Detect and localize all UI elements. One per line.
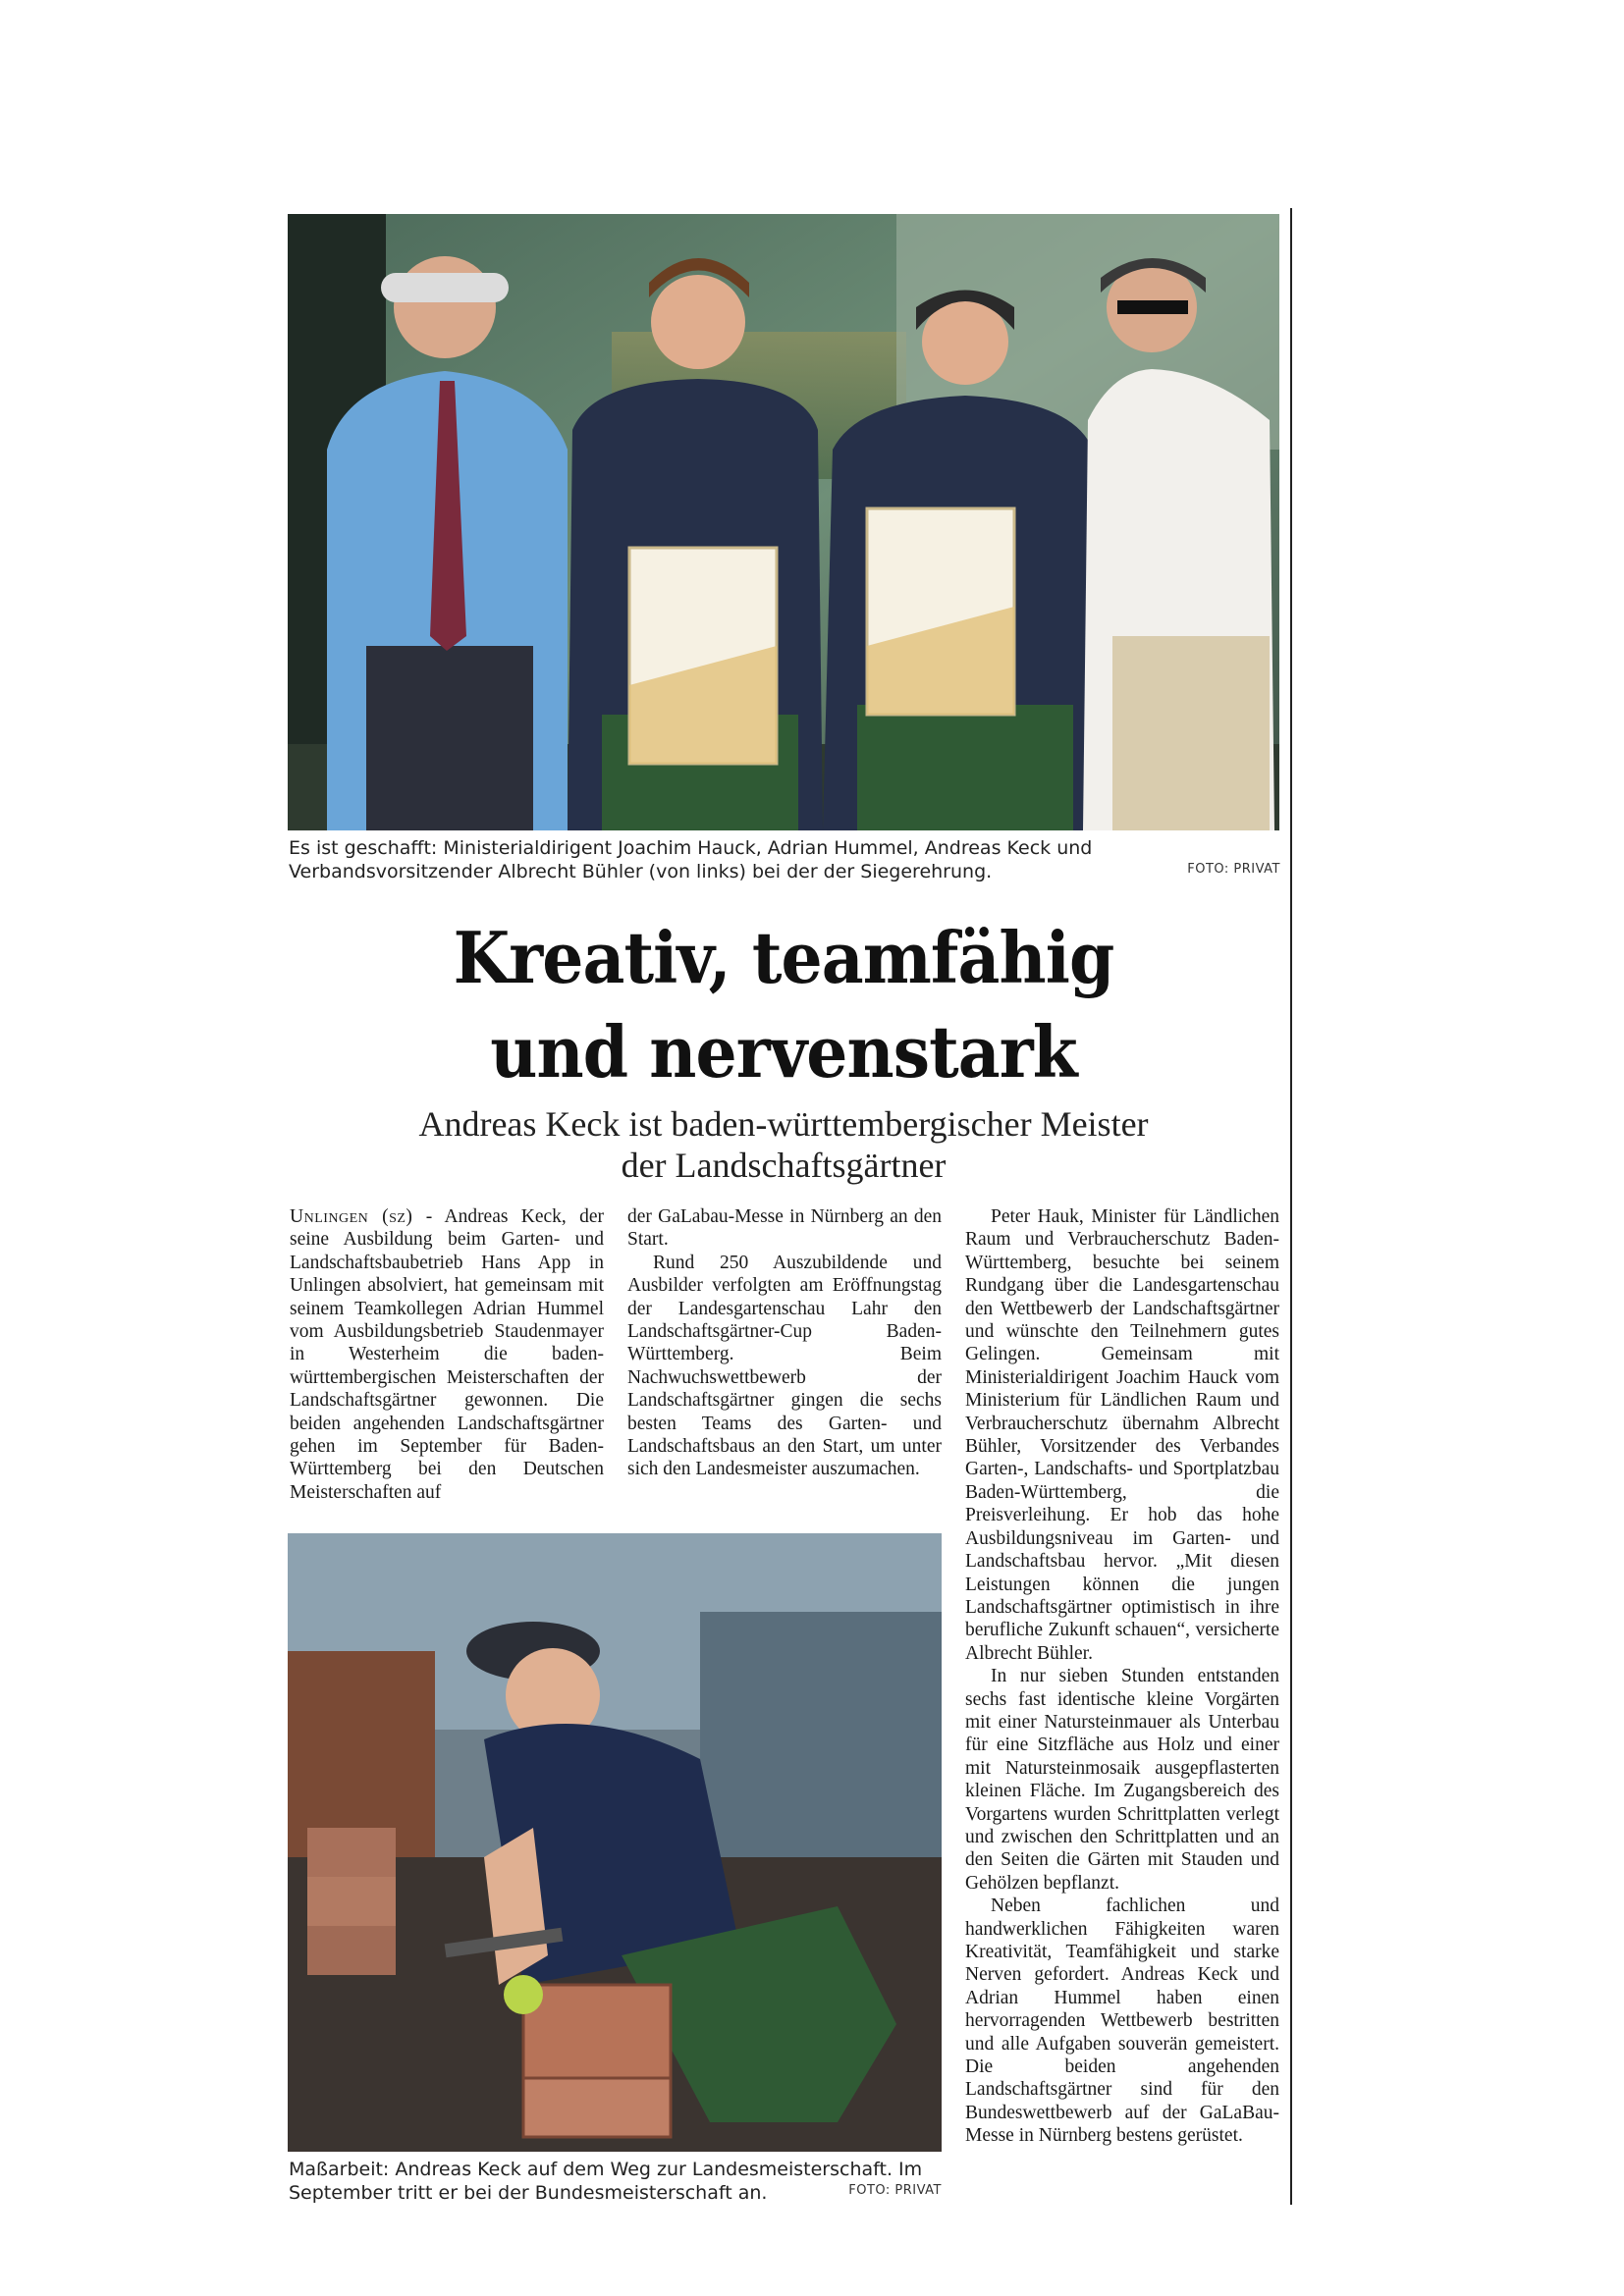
bricklaying-photo <box>288 1533 942 2152</box>
caption-text: Es ist geschafft: Ministerialdirigent Joachim Hauck, Adrian Hummel, Andreas Keck und Verbandsvorsitzender Albrecht Bühler (von links) bei der der Siegerehrung. <box>289 837 1093 882</box>
paragraph: - Andreas Keck, der seine Ausbildung beim Garten- und Landschaftsbaubetrieb Hans App in Unlingen absolviert, hat gemeinsam mit seinem Teamkollegen Adrian Hummel vom Ausbildungsbetrieb Staudenmayer in Westerheim die baden-württembergischen Meisterschaften der Landschaftsgärtner gewonnen. Die beiden angehenden Landschaftsgärtner gehen im September für Baden-Württemberg bei den Deutschen Meisterschaften auf <box>290 1206 604 1503</box>
column-rule <box>1290 208 1292 2205</box>
paragraph: Peter Hauk, Minister für Ländlichen Raum und Verbraucherschutz Baden-Württemberg, besuchte bei seinem Rundgang über die Landesgartenschau den Wettbewerb der Landschaftsgärtner und wünschte den Teilnehmern gutes Gelingen. Gemeinsam mit Ministerialdirigent Joachim Hauck vom Ministerium für Ländlichen Raum und Verbraucherschutz übernahm Albrecht Bühler, Vorsitzender des Verbandes Garten-, Landschafts- und Sportplatzbau Baden-Württemberg, die Preisverleihung. Er hob das hohe Ausbildungsniveau im Garten- und Landschaftsbau hervor. „Mit diesen Leistungen können die jungen Landschaftsgärtner optimistisch in ihre berufliche Zukunft schauen“, versicherte Albrecht Bühler. <box>965 1206 1279 1664</box>
paragraph: In nur sieben Stunden entstanden sechs fast identische kleine Vorgärten mit einer Natursteinmauer als Unterbau für eine Sitzfläche aus Holz und einer mit Natursteinmosaik ausgepflasterten kleinen Fläche. Im Zugangsbereich des Vorgartens wurden Schrittplatten verlegt und zwischen den Schrittplatten und an den Seiten die Gärten mit Stauden und Gehölzen bepflanzt. <box>965 1666 1279 1894</box>
article-column-1 <box>290 1205 604 1504</box>
caption-text: Maßarbeit: Andreas Keck auf dem Weg zur Landesmeisterschaft. Im September tritt er bei der Bundesmeisterschaft an. <box>289 2159 923 2204</box>
photo-caption-2 <box>289 2158 942 2205</box>
photo-caption-1 <box>289 836 1280 883</box>
dateline: Unlingen (sz) <box>290 1206 413 1227</box>
subheadline-line-2: der Landschaftsgärtner <box>621 1146 947 1185</box>
paragraph: Rund 250 Auszubildende und Ausbilder verfolgten am Eröffnungstag der Landesgartenschau Lahr den Landschaftsgärtner-Cup Baden-Württemberg. Beim Nachwuchswettbewerb der Landschaftsgärtner gingen die sechs besten Teams des Garten- und Landschaftsbaus an den Start, um unter sich den Landesmeister auszumachen. <box>627 1252 942 1480</box>
article-column-2 <box>627 1205 942 1481</box>
paragraph: Neben fachlichen und handwerklichen Fähigkeiten waren Kreativität, Teamfähigkeit und starke Nerven gefordert. Andreas Keck und Adrian Hummel haben einen hervorragenden Wettbewerb bestritten und alle Aufgaben souverän gemeistert. Die beiden angehenden Landschaftsgärtner sind für den Bundeswettbewerb auf der GaLaBau-Messe in Nürnberg bestens gerüstet. <box>965 1896 1279 2147</box>
photo-credit: FOTO: PRIVAT <box>1187 862 1280 877</box>
photo-credit: FOTO: PRIVAT <box>848 2183 942 2198</box>
paragraph: der GaLabau-Messe in Nürnberg an den Start. <box>627 1206 942 1251</box>
article-column-3 <box>965 1205 1279 2148</box>
headline-line-1: Kreativ, teamfähig <box>453 916 1114 999</box>
subheadline-line-1: Andreas Keck ist baden-württembergischer Meister <box>418 1104 1149 1144</box>
award-ceremony-photo <box>288 214 1279 830</box>
headline-line-2: und nervenstark <box>490 1010 1077 1094</box>
